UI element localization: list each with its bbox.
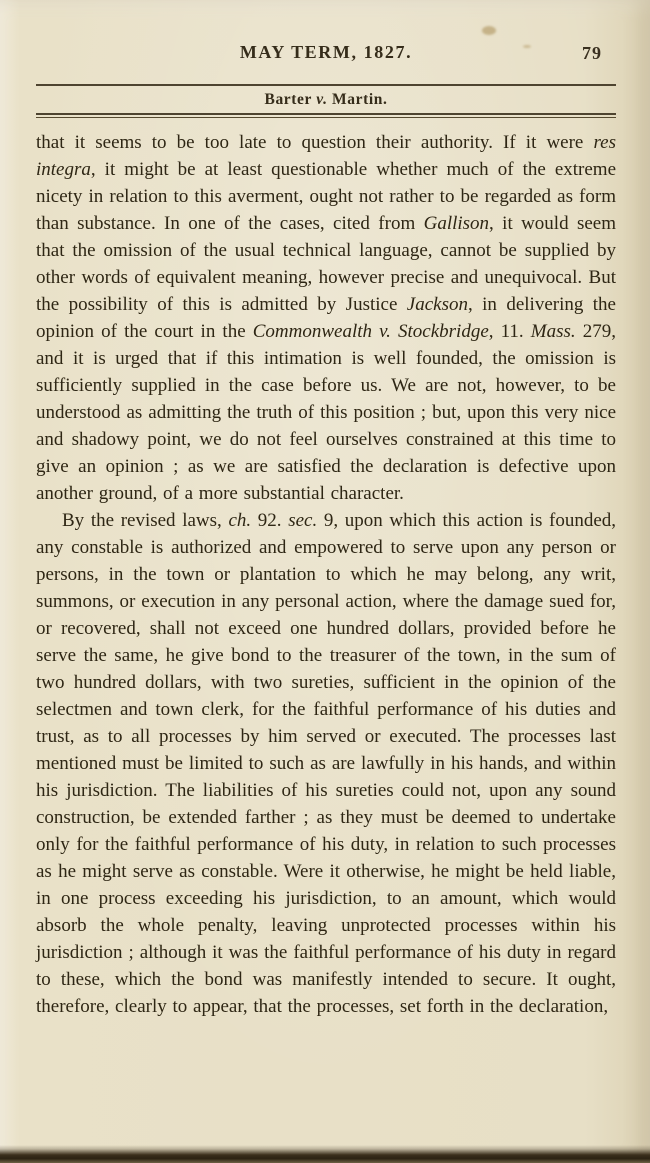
page-header (36, 42, 616, 70)
paper-stain (482, 26, 496, 35)
opinion-text (36, 129, 616, 1020)
page-bottom-edge (0, 1145, 650, 1163)
paragraph-2: By the revised laws, ch. 92. sec. 9, upon which this action is founded, any constable is authorized and empowered to serve upon any person or persons, in the town or plantation to which he may belong, any writ, summons, or execution in any personal action, where the damage sued for, or recovered, shall not exceed one hundred dollars, provided before he serve the same, he give bond to the treasurer of the town, in the sum of two hundred dollars, with two sureties, sufficient in the opinion of the selectmen and town clerk, for the faithful performance of his duties and trust, as to all processes by him served or executed. The processes last mentioned must be limited to such as are lawfully in his hands, and within his jurisdiction. The liabilities of his sureties could not, upon any sound construction, be extended farther ; as they must be deemed to undertake only for the faithful performance of his duty, in relation to such processes as he might serve as constable. Were it otherwise, he might be held liable, in one process exceeding his jurisdiction, to an amount, which would absorb the whole penalty, leaving unprotected processes within his jurisdiction ; although it was the faithful performance of his duty in regard to these, which the bond was manifestly intended to secure. It ought, therefore, clearly to appear, that the processes, set forth in the declaration, (36, 510, 617, 1017)
term-heading: MAY TERM, 1827. (239, 42, 413, 62)
paragraph-1: that it seems to be too late to question their authority. If it were res integra, it might be at least questionable whether much of the extreme nicety in relation to this averment, ought not rather to be regarded as form than substance. In one of the cases, cited from Gallison, it would seem that the omission of the usual technical language, cannot be supplied by other words of equivalent meaning, however precise and unequivocal. But the possibility of this is admitted by Justice Jackson, in delivering the opinion of the court in the Commonwealth v. Stockbridge, 11. Mass. 279, and it is urged that if this intimation is well founded, the omission is sufficiently supplied in the case before us. We are not, however, to be understood as admitting the truth of this position ; but, upon this very nice and shadowy point, we do not feel ourselves constrained at this time to give an opinion ; as we are satisfied the declaration is defective upon another ground, of a more substantial character. (36, 132, 616, 504)
page-number: 79 (582, 43, 602, 63)
case-title: Barter v. Martin. (264, 91, 388, 108)
divider-double (36, 113, 616, 118)
